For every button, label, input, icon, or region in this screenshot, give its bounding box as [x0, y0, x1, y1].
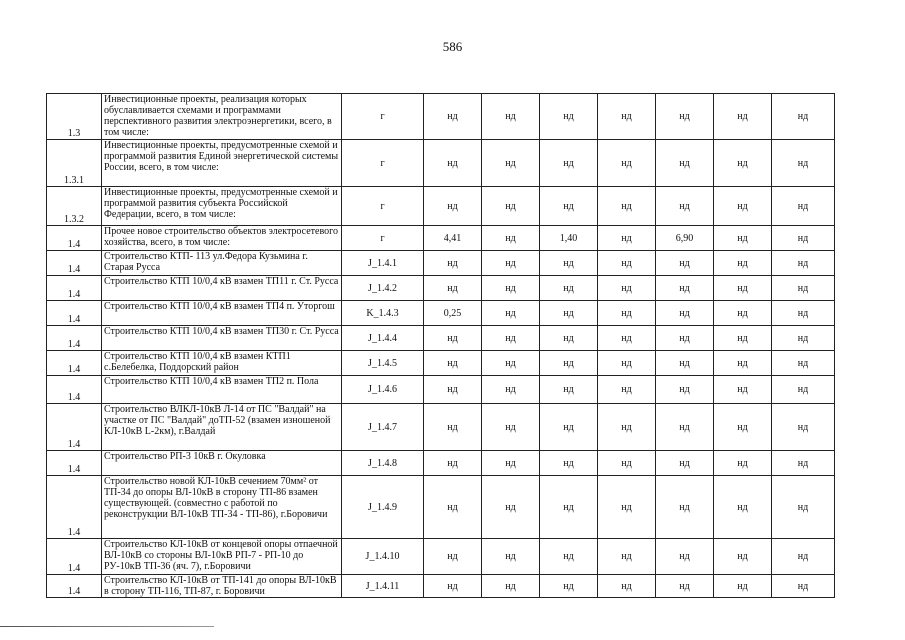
value-cell: нд	[656, 326, 714, 351]
value-cell: нд	[656, 376, 714, 404]
table-row	[47, 539, 835, 575]
value-cell: нд	[656, 187, 714, 226]
row-number: 1.4	[47, 376, 102, 404]
row-number: 1.4	[47, 276, 102, 301]
row-number: 1.4	[47, 301, 102, 326]
value-cell: нд	[772, 301, 835, 326]
project-name: Строительство КТП 10/0,4 кВ взамен ТП2 п. Пола	[102, 376, 342, 404]
value-cell: нд	[772, 140, 835, 187]
value-cell: нд	[424, 187, 482, 226]
value-cell: нд	[656, 351, 714, 376]
table-row	[47, 251, 835, 276]
row-number: 1.4	[47, 451, 102, 476]
project-code: J_1.4.7	[342, 404, 424, 451]
value-cell: нд	[656, 575, 714, 598]
value-cell: нд	[482, 94, 540, 140]
value-cell: нд	[772, 539, 835, 575]
row-number: 1.4	[47, 326, 102, 351]
project-name: Строительство КТП 10/0,4 кВ взамен ТП4 п. Уторгош	[102, 301, 342, 326]
project-name: Строительство КТП 10/0,4 кВ взамен ТП11 г. Ст. Русса	[102, 276, 342, 301]
footer-rule	[0, 626, 214, 627]
value-cell: нд	[772, 376, 835, 404]
table-row	[47, 326, 835, 351]
value-cell: 1,40	[540, 226, 598, 251]
value-cell: нд	[598, 140, 656, 187]
table-row	[47, 276, 835, 301]
value-cell: нд	[714, 140, 772, 187]
project-name: Строительство КТП 10/0,4 кВ взамен КТП1 с.Белебелка, Поддорский район	[102, 351, 342, 376]
value-cell: нд	[772, 451, 835, 476]
value-cell: нд	[656, 301, 714, 326]
value-cell: нд	[540, 451, 598, 476]
table-row	[47, 187, 835, 226]
value-cell: нд	[656, 451, 714, 476]
project-code: J_1.4.4	[342, 326, 424, 351]
row-number: 1.3	[47, 94, 102, 140]
value-cell: нд	[598, 351, 656, 376]
value-cell: нд	[714, 376, 772, 404]
investment-table	[46, 93, 835, 598]
value-cell: нд	[772, 251, 835, 276]
value-cell: нд	[656, 251, 714, 276]
row-number: 1.3.2	[47, 187, 102, 226]
value-cell: нд	[482, 276, 540, 301]
value-cell: нд	[424, 451, 482, 476]
project-code: J_1.4.2	[342, 276, 424, 301]
value-cell: нд	[482, 351, 540, 376]
value-cell: нд	[772, 226, 835, 251]
value-cell: нд	[540, 140, 598, 187]
value-cell: 0,25	[424, 301, 482, 326]
value-cell: нд	[540, 476, 598, 539]
value-cell: нд	[424, 376, 482, 404]
value-cell: нд	[714, 326, 772, 351]
value-cell: нд	[424, 404, 482, 451]
value-cell: нд	[714, 187, 772, 226]
value-cell: нд	[714, 276, 772, 301]
value-cell: нд	[598, 301, 656, 326]
value-cell: нд	[482, 476, 540, 539]
value-cell: нд	[598, 404, 656, 451]
value-cell: нд	[482, 376, 540, 404]
table-row	[47, 376, 835, 404]
row-number: 1.4	[47, 404, 102, 451]
row-number: 1.4	[47, 351, 102, 376]
value-cell: нд	[424, 140, 482, 187]
value-cell: нд	[424, 326, 482, 351]
value-cell: нд	[656, 476, 714, 539]
row-number: 1.4	[47, 476, 102, 539]
row-number: 1.4	[47, 251, 102, 276]
value-cell: нд	[482, 187, 540, 226]
value-cell: нд	[598, 276, 656, 301]
value-cell: нд	[424, 251, 482, 276]
value-cell: нд	[482, 404, 540, 451]
value-cell: нд	[482, 140, 540, 187]
value-cell: нд	[598, 94, 656, 140]
value-cell: нд	[540, 276, 598, 301]
value-cell: нд	[772, 326, 835, 351]
project-code: J_1.4.6	[342, 376, 424, 404]
value-cell: нд	[772, 404, 835, 451]
project-name: Инвестиционные проекты, предусмотренные схемой и программой развития субъекта Российской Федерации, всего, в том числе:	[102, 187, 342, 226]
value-cell: нд	[714, 539, 772, 575]
table-row	[47, 575, 835, 598]
value-cell: нд	[482, 301, 540, 326]
value-cell: нд	[656, 140, 714, 187]
project-code: J_1.4.10	[342, 539, 424, 575]
project-name: Строительство КТП- 113 ул.Федора Кузьмина г. Старая Русса	[102, 251, 342, 276]
value-cell: нд	[772, 94, 835, 140]
value-cell: нд	[656, 94, 714, 140]
row-number: 1.4	[47, 575, 102, 598]
project-name: Строительство РП-3 10кВ г. Окуловка	[102, 451, 342, 476]
row-number: 1.4	[47, 226, 102, 251]
project-name: Строительство КЛ-10кВ от ТП-141 до опоры ВЛ-10кВ в сторону ТП-116, ТП-87, г. Боровичи	[102, 575, 342, 598]
project-code: J_1.4.9	[342, 476, 424, 539]
value-cell: нд	[540, 575, 598, 598]
value-cell: нд	[482, 539, 540, 575]
value-cell: нд	[656, 404, 714, 451]
value-cell: нд	[714, 476, 772, 539]
value-cell: нд	[540, 539, 598, 575]
value-cell: нд	[424, 539, 482, 575]
value-cell: нд	[598, 226, 656, 251]
project-code: J_1.4.5	[342, 351, 424, 376]
value-cell: нд	[482, 251, 540, 276]
value-cell: нд	[540, 351, 598, 376]
project-code: г	[342, 226, 424, 251]
project-code: г	[342, 140, 424, 187]
project-code: J_1.4.1	[342, 251, 424, 276]
value-cell: нд	[540, 376, 598, 404]
value-cell: нд	[772, 187, 835, 226]
value-cell: нд	[540, 326, 598, 351]
value-cell: нд	[540, 251, 598, 276]
value-cell: нд	[714, 404, 772, 451]
value-cell: нд	[482, 326, 540, 351]
value-cell: нд	[598, 476, 656, 539]
value-cell: нд	[714, 301, 772, 326]
row-number: 1.3.1	[47, 140, 102, 187]
value-cell: нд	[598, 451, 656, 476]
table-row	[47, 140, 835, 187]
table-row	[47, 351, 835, 376]
value-cell: нд	[540, 301, 598, 326]
value-cell: нд	[772, 351, 835, 376]
project-code: г	[342, 94, 424, 140]
table-row	[47, 226, 835, 251]
project-name: Прочее новое строительство объектов электросетевого хозяйства, всего, в том числе:	[102, 226, 342, 251]
project-name: Строительство ВЛКЛ-10кВ Л-14 от ПС "Валдай" на участке от ПС "Валдай" доТП-52 (взамен изношеной КЛ-10кВ L-2км), г.Валдай	[102, 404, 342, 451]
project-name: Строительство новой КЛ-10кВ сечением 70мм² от ТП-34 до опоры ВЛ-10кВ в сторону ТП-86 взамен существующей. (совместно с работой по реконструкции ВЛ-10кВ ТП-34 - ТП-86), г.Боровичи	[102, 476, 342, 539]
project-name: Инвестиционные проекты, реализация которых обуславливается схемами и программами перспективного развития электроэнергетики, всего, в том числе:	[102, 94, 342, 140]
value-cell: нд	[482, 226, 540, 251]
value-cell: нд	[714, 575, 772, 598]
value-cell: нд	[598, 187, 656, 226]
value-cell: нд	[424, 575, 482, 598]
value-cell: нд	[714, 351, 772, 376]
value-cell: нд	[424, 476, 482, 539]
value-cell: нд	[424, 94, 482, 140]
project-name: Инвестиционные проекты, предусмотренные схемой и программой развития Единой энергетической системы России, всего, в том числе:	[102, 140, 342, 187]
table-row	[47, 451, 835, 476]
value-cell: нд	[482, 451, 540, 476]
project-name: Строительство КЛ-10кВ от концевой опоры отпаечной ВЛ-10кВ со стороны ВЛ-10кВ РП-7 - РП-10 до РУ-10кВ ТП-36 (яч. 7), г.Боровичи	[102, 539, 342, 575]
value-cell: нд	[540, 94, 598, 140]
project-code: J_1.4.11	[342, 575, 424, 598]
value-cell: нд	[598, 251, 656, 276]
value-cell: нд	[540, 404, 598, 451]
table-row	[47, 476, 835, 539]
table-row	[47, 404, 835, 451]
project-code: K_1.4.3	[342, 301, 424, 326]
project-name: Строительство КТП 10/0,4 кВ взамен ТП30 г. Ст. Русса	[102, 326, 342, 351]
row-number: 1.4	[47, 539, 102, 575]
value-cell: нд	[656, 539, 714, 575]
table-row	[47, 301, 835, 326]
value-cell: нд	[772, 476, 835, 539]
value-cell: нд	[540, 187, 598, 226]
page-number: 586	[442, 39, 463, 54]
value-cell: нд	[598, 539, 656, 575]
value-cell: 6,90	[656, 226, 714, 251]
value-cell: нд	[772, 276, 835, 301]
table-row	[47, 94, 835, 140]
value-cell: нд	[424, 351, 482, 376]
project-code: г	[342, 187, 424, 226]
value-cell: нд	[598, 575, 656, 598]
value-cell: нд	[714, 226, 772, 251]
value-cell: нд	[772, 575, 835, 598]
project-code: J_1.4.8	[342, 451, 424, 476]
value-cell: нд	[714, 251, 772, 276]
value-cell: нд	[656, 276, 714, 301]
value-cell: нд	[714, 94, 772, 140]
value-cell: нд	[482, 575, 540, 598]
value-cell: нд	[598, 376, 656, 404]
value-cell: нд	[714, 451, 772, 476]
value-cell: нд	[598, 326, 656, 351]
value-cell: нд	[424, 276, 482, 301]
value-cell: 4,41	[424, 226, 482, 251]
